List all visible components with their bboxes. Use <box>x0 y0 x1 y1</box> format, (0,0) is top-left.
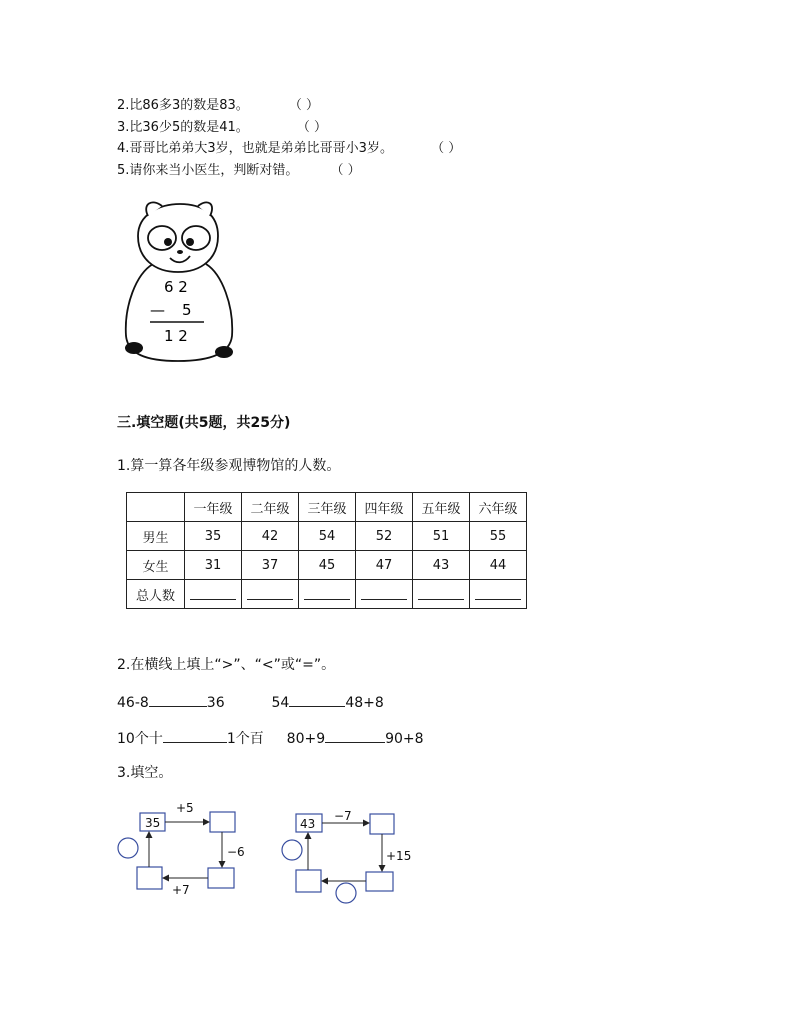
answer-blank-cell[interactable] <box>185 580 242 609</box>
panda-calc-operator: — <box>150 301 165 319</box>
answer-blank-cell[interactable] <box>242 580 299 609</box>
table-cell: 42 <box>242 522 299 551</box>
operation-label: −7 <box>334 809 352 823</box>
judgement-item-3 <box>117 116 327 135</box>
answer-box[interactable] <box>208 868 234 888</box>
number-loop-diagram-2 <box>278 800 418 910</box>
compare-left: 46-8 <box>117 695 149 711</box>
operation-label: −6 <box>227 845 245 859</box>
row-label: 女生 <box>127 551 185 580</box>
answer-box[interactable] <box>370 814 394 834</box>
answer-blank[interactable] <box>418 585 464 600</box>
answer-blank[interactable] <box>475 585 521 600</box>
table-cell: 55 <box>470 522 527 551</box>
compare-blank[interactable] <box>325 728 385 743</box>
table-cell: 31 <box>185 551 242 580</box>
table-cell: 51 <box>413 522 470 551</box>
compare-blank[interactable] <box>289 692 345 707</box>
compare-right: 36 <box>206 695 225 711</box>
answer-blank-cell[interactable] <box>470 580 527 609</box>
answer-box[interactable] <box>137 867 162 889</box>
compare-row-1 <box>117 692 384 711</box>
answer-box[interactable] <box>296 870 321 892</box>
table-row <box>127 551 527 580</box>
operation-label: +15 <box>386 849 412 863</box>
table-cell: 37 <box>242 551 299 580</box>
judgement-item-4-text: 4.哥哥比弟弟大3岁，也就是弟弟比哥哥小3岁。 <box>117 141 393 156</box>
panda-calc-result: 1 2 <box>164 327 188 345</box>
question-1-title: 1.算一算各年级参观博物馆的人数。 <box>117 458 341 474</box>
table-cell: 47 <box>356 551 413 580</box>
table-cell: 44 <box>470 551 527 580</box>
row-label: 男生 <box>127 522 185 551</box>
section-title: 三.填空题(共5题，共25分) <box>117 415 291 431</box>
row-label: 总人数 <box>127 580 185 609</box>
table-header-cell: 四年级 <box>356 493 413 522</box>
answer-paren[interactable]: （ ） <box>296 120 328 135</box>
compare-right: 1个百 <box>226 731 264 747</box>
compare-left: 54 <box>271 695 290 711</box>
answer-blank-cell[interactable] <box>356 580 413 609</box>
compare-right: 48+8 <box>345 695 384 711</box>
operation-label: +7 <box>172 883 190 897</box>
table-header-cell: 五年级 <box>413 493 470 522</box>
museum-visitors-table <box>126 492 527 609</box>
answer-box[interactable] <box>366 872 393 891</box>
answer-blank[interactable] <box>361 585 407 600</box>
operation-label: +5 <box>176 801 194 815</box>
table-cell: 35 <box>185 522 242 551</box>
answer-circle[interactable] <box>118 838 138 858</box>
answer-circle[interactable] <box>336 883 356 903</box>
answer-blank[interactable] <box>304 585 350 600</box>
question-2-title: 2.在横线上填上“>”、“<”或“=”。 <box>117 657 336 673</box>
answer-paren[interactable]: （ ） <box>330 163 361 178</box>
answer-blank-cell[interactable] <box>299 580 356 609</box>
panda-calc-subtrahend: 5 <box>182 301 192 319</box>
answer-paren[interactable]: （ ） <box>431 141 462 156</box>
table-header-cell <box>127 493 185 522</box>
judgement-item-4 <box>117 137 461 156</box>
table-header-cell: 二年级 <box>242 493 299 522</box>
judgement-item-2 <box>117 94 319 113</box>
question-3-title: 3.填空。 <box>117 765 173 781</box>
table-header-cell: 一年级 <box>185 493 242 522</box>
judgement-item-3-text: 3.比36少5的数是41。 <box>117 120 249 135</box>
table-header-row <box>127 493 527 522</box>
answer-box[interactable] <box>210 812 235 832</box>
compare-row-2 <box>117 728 424 748</box>
compare-blank[interactable] <box>163 728 227 743</box>
answer-circle[interactable] <box>282 840 302 860</box>
table-cell: 52 <box>356 522 413 551</box>
start-number: 43 <box>300 817 316 831</box>
table-cell: 54 <box>299 522 356 551</box>
table-row <box>127 580 527 609</box>
answer-blank[interactable] <box>247 585 293 600</box>
judgement-item-2-text: 2.比86多3的数是83。 <box>117 98 249 113</box>
answer-blank[interactable] <box>190 585 236 600</box>
compare-left: 80+9 <box>286 731 326 747</box>
judgement-item-5-text: 5.请你来当小医生，判断对错。 <box>117 163 299 178</box>
compare-blank[interactable] <box>149 692 207 707</box>
panda-illustration <box>118 196 240 366</box>
compare-left: 10个十 <box>117 731 163 747</box>
judgement-item-5 <box>117 159 361 178</box>
panda-calc-top: 6 2 <box>164 278 188 296</box>
number-loop-diagram-1 <box>112 796 262 902</box>
answer-blank-cell[interactable] <box>413 580 470 609</box>
start-number: 35 <box>145 816 161 830</box>
table-cell: 43 <box>413 551 470 580</box>
table-header-cell: 三年级 <box>299 493 356 522</box>
answer-paren[interactable]: （ ） <box>288 98 320 113</box>
compare-right: 90+8 <box>385 731 424 747</box>
table-cell: 45 <box>299 551 356 580</box>
table-row <box>127 522 527 551</box>
table-header-cell: 六年级 <box>470 493 527 522</box>
